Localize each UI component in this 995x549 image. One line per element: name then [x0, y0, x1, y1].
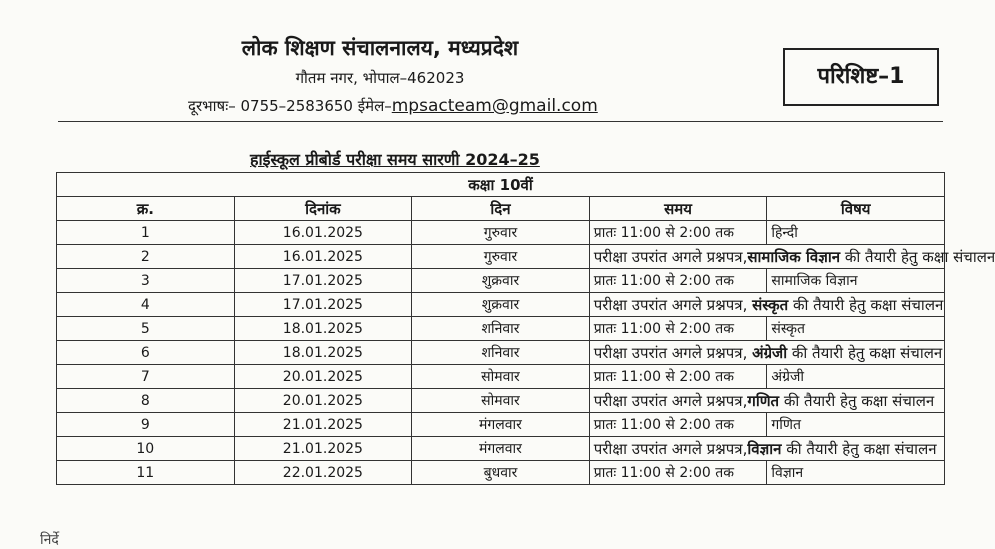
table-row: [57, 293, 945, 317]
row-time: प्रातः 11:00 से 2:00 तक: [589, 221, 767, 245]
phone-label: दूरभाषः– 0755–2583650 ईमेल–: [188, 97, 392, 115]
row-date: 21.01.2025: [234, 437, 412, 461]
row-day: शुक्रवार: [412, 269, 590, 293]
exam-timetable: [56, 172, 995, 485]
col-subject: विषय: [767, 197, 945, 221]
table-row: [57, 245, 945, 269]
row-date: 22.01.2025: [234, 461, 412, 485]
row-subject: विज्ञान: [767, 461, 945, 485]
contact-line: [188, 96, 598, 116]
row-note: [589, 389, 944, 413]
col-day: दिन: [412, 197, 590, 221]
note-suffix: की तैयारी हेतु कक्षा संचालन: [840, 247, 995, 266]
row-day: गुरुवार: [412, 221, 590, 245]
row-date: 17.01.2025: [234, 293, 412, 317]
row-day: शुक्रवार: [412, 293, 590, 317]
table-row: [57, 341, 945, 365]
note-prefix: परीक्षा उपरांत अगले प्रश्नपत्र,: [593, 295, 753, 314]
row-note: [589, 437, 944, 461]
row-no: 8: [57, 389, 235, 413]
footer-fragment: निर्दे: [40, 532, 59, 548]
table-row: [57, 461, 945, 485]
row-date: 17.01.2025: [234, 269, 412, 293]
table-row: [57, 317, 945, 341]
table-row: [57, 437, 945, 461]
table-row: [57, 221, 945, 245]
row-day: बुधवार: [412, 461, 590, 485]
note-suffix: की तैयारी हेतु कक्षा संचालन: [788, 295, 944, 314]
row-day: गुरुवार: [412, 245, 590, 269]
table-row: [57, 413, 945, 437]
table-row: [57, 365, 945, 389]
row-time: प्रातः 11:00 से 2:00 तक: [589, 413, 767, 437]
row-no: 2: [57, 245, 235, 269]
note-suffix: की तैयारी हेतु कक्षा संचालन: [781, 439, 937, 458]
note-subject: अंग्रेजी: [752, 343, 788, 362]
col-date: दिनांक: [234, 197, 412, 221]
class-label: कक्षा 10वीं: [57, 173, 945, 197]
row-no: 9: [57, 413, 235, 437]
annexure-box: परिशिष्ट–1: [783, 48, 939, 106]
col-time: समय: [589, 197, 767, 221]
email-address: mpsacteam@gmail.com: [391, 96, 598, 116]
row-time: प्रातः 11:00 से 2:00 तक: [589, 365, 767, 389]
note-suffix: की तैयारी हेतु कक्षा संचालन: [779, 391, 935, 410]
row-day: सोमवार: [412, 389, 590, 413]
row-no: 1: [57, 221, 235, 245]
column-header-row: [57, 197, 945, 221]
row-no: 4: [57, 293, 235, 317]
header-divider: [58, 121, 943, 122]
org-address: गौतम नगर, भोपाल–462023: [295, 69, 465, 87]
row-day: शनिवार: [412, 341, 590, 365]
row-date: 16.01.2025: [234, 221, 412, 245]
timetable-title: हाईस्कूल प्रीबोर्ड परीक्षा समय सारणी 2024–25: [250, 150, 540, 169]
row-subject: हिन्दी: [767, 221, 945, 245]
row-no: 6: [57, 341, 235, 365]
row-date: 18.01.2025: [234, 317, 412, 341]
note-suffix: की तैयारी हेतु कक्षा संचालन: [787, 343, 943, 362]
row-date: 20.01.2025: [234, 365, 412, 389]
note-prefix: परीक्षा उपरांत अगले प्रश्नपत्र,: [593, 247, 748, 266]
row-no: 3: [57, 269, 235, 293]
row-date: 21.01.2025: [234, 413, 412, 437]
note-subject: विज्ञान: [747, 439, 782, 458]
row-day: मंगलवार: [412, 413, 590, 437]
note-prefix: परीक्षा उपरांत अगले प्रश्नपत्र,: [593, 391, 748, 410]
row-subject: सामाजिक विज्ञान: [767, 269, 945, 293]
note-prefix: परीक्षा उपरांत अगले प्रश्नपत्र,: [593, 343, 753, 362]
note-subject: सामाजिक विज्ञान: [747, 247, 841, 266]
row-note: [589, 341, 944, 365]
row-time: प्रातः 11:00 से 2:00 तक: [589, 461, 767, 485]
col-no: क्र.: [57, 197, 235, 221]
row-time: प्रातः 11:00 से 2:00 तक: [589, 317, 767, 341]
org-title: लोक शिक्षण संचालनालय, मध्यप्रदेश: [241, 36, 519, 60]
table-row: [57, 389, 945, 413]
row-date: 16.01.2025: [234, 245, 412, 269]
row-time: प्रातः 11:00 से 2:00 तक: [589, 269, 767, 293]
row-note: [589, 245, 995, 269]
row-date: 20.01.2025: [234, 389, 412, 413]
note-subject: गणित: [747, 391, 780, 410]
class-row: [57, 173, 945, 197]
row-day: सोमवार: [412, 365, 590, 389]
row-day: शनिवार: [412, 317, 590, 341]
row-no: 11: [57, 461, 235, 485]
table-row: [57, 269, 945, 293]
row-no: 7: [57, 365, 235, 389]
note-prefix: परीक्षा उपरांत अगले प्रश्नपत्र,: [593, 439, 748, 458]
row-subject: अंग्रेजी: [767, 365, 945, 389]
row-no: 10: [57, 437, 235, 461]
row-date: 18.01.2025: [234, 341, 412, 365]
note-subject: संस्कृत: [752, 295, 789, 314]
row-subject: संस्कृत: [767, 317, 945, 341]
row-subject: गणित: [767, 413, 945, 437]
row-no: 5: [57, 317, 235, 341]
row-day: मंगलवार: [412, 437, 590, 461]
row-note: [589, 293, 944, 317]
